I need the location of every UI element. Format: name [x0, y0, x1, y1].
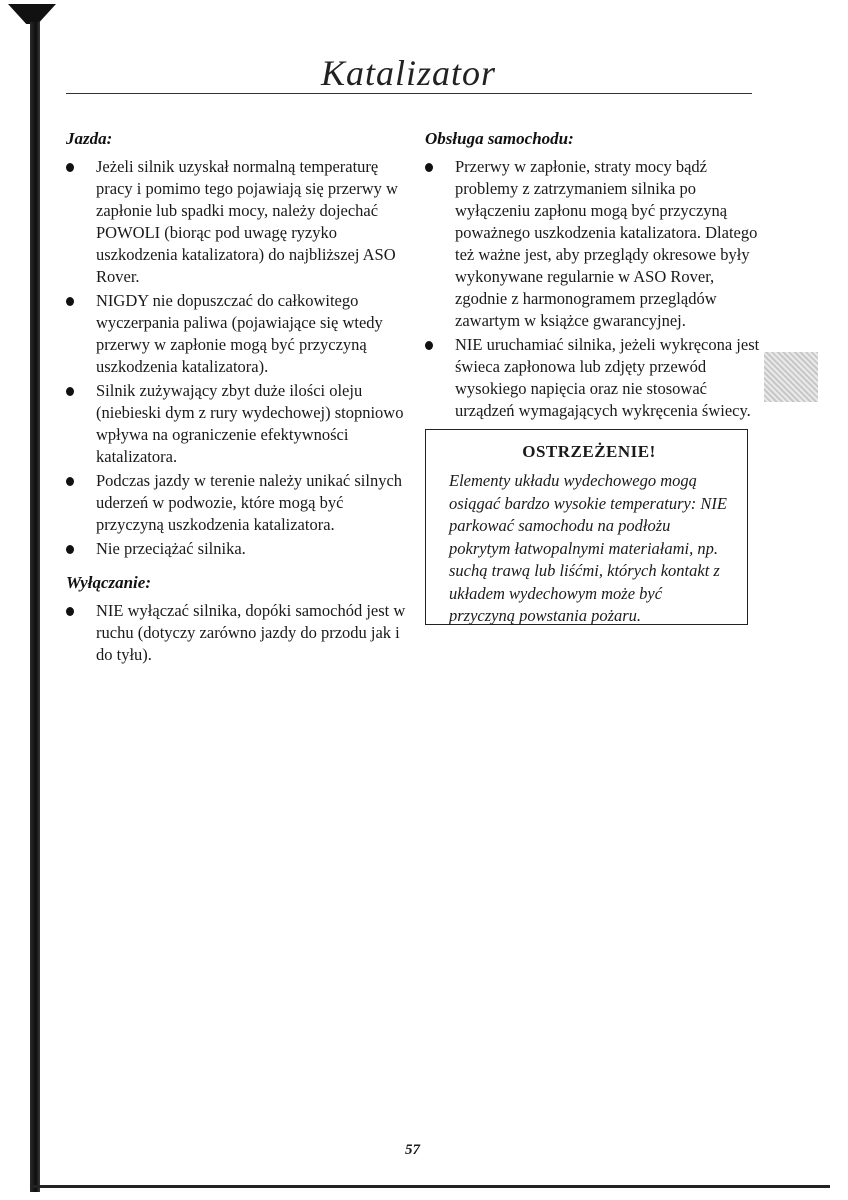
list-item	[66, 380, 406, 468]
list-item	[66, 538, 406, 560]
list-item	[66, 156, 406, 288]
warning-title: OSTRZEŻENIE!	[522, 442, 656, 461]
bullet-icon	[66, 607, 74, 616]
page-title: Katalizator	[320, 53, 496, 93]
list-item-text: Silnik zużywający zbyt duże ilości oleju (niebieski dym z rury wydechowej) stopniowo wpływa na ograniczenie efektywności katalizatora.	[96, 381, 404, 466]
section-obsluga	[425, 128, 765, 422]
section-heading: Obsługa samochodu:	[425, 129, 574, 148]
bullet-list	[66, 600, 406, 666]
bullet-list	[425, 156, 765, 422]
list-item	[66, 600, 406, 666]
list-item-text: Podczas jazdy w terenie należy unikać silnych uderzeń w podwozie, które mogą być przyczyną uszkodzenia katalizatora.	[96, 471, 403, 534]
section-jazda	[66, 128, 406, 560]
title-divider	[66, 93, 752, 94]
list-item	[66, 290, 406, 378]
warning-text: Elementy układu wydechowego mogą osiągać bardzo wysokie temperatury: NIE parkować samochodu na podłożu pokrytym łatwopalnymi materiałami, np. suchą trawą lub liśćmi, których kontakt z układem wydechowym może być przyczyną powstania pożaru.	[449, 471, 728, 625]
right-column	[425, 128, 765, 424]
bullet-icon	[66, 163, 74, 172]
list-item-text: NIE wyłączać silnika, dopóki samochód jest w ruchu (dotyczy zarówno jazdy do przodu jak i do tyłu).	[96, 601, 406, 664]
list-item-text: Nie przeciążać silnika.	[96, 539, 246, 558]
bullet-icon	[66, 477, 74, 486]
list-item-text: Jeżeli silnik uzyskał normalną temperaturę pracy i pomimo tego pojawiają się przerwy w zapłonie lub spadki mocy, należy dojechać POWOLI (biorąc pod uwagę ryzyko uszkodzenia katalizatora) do najbliższej ASO Rover.	[96, 157, 398, 286]
section-tab-marker	[764, 352, 818, 402]
list-item	[425, 334, 765, 422]
bullet-icon	[425, 163, 433, 172]
section-wylaczanie	[66, 572, 406, 666]
section-heading: Wyłączanie:	[66, 573, 151, 592]
bullet-icon	[425, 341, 433, 350]
list-item-text: Przerwy w zapłonie, straty mocy bądź problemy z zatrzymaniem silnika po wyłączeniu zapłonu mogą być przyczyną poważnego uszkodzenia katalizatora. Dlatego też ważne jest, aby przeglądy okresowe były wykonywane regularnie w ASO Rover, zgodnie z harmonogramem przeglądów zawartym w książce gwarancyjnej.	[455, 157, 758, 330]
bullet-icon	[66, 387, 74, 396]
list-item-text: NIE uruchamiać silnika, jeżeli wykręcona jest świeca zapłonowa lub zdjęty przewód wysokiego napięcia oraz nie stosować urządzeń wymagających wykręcenia świecy.	[455, 335, 760, 420]
list-item	[66, 470, 406, 536]
page-number: 57	[405, 1142, 420, 1158]
list-item-text: NIGDY nie dopuszczać do całkowitego wyczerpania paliwa (pojawiające się wtedy przerwy w zapłonie mogą być przyczyną uszkodzenia katalizatora).	[96, 291, 383, 376]
left-column	[66, 128, 406, 668]
list-item	[425, 156, 765, 332]
binding-mark	[8, 4, 56, 24]
warning-box	[425, 429, 748, 625]
section-heading: Jazda:	[66, 129, 113, 148]
binding-edge	[30, 22, 40, 1192]
bullet-icon	[66, 297, 74, 306]
page-bottom-edge	[30, 1185, 830, 1188]
bullet-list	[66, 156, 406, 560]
bullet-icon	[66, 545, 74, 554]
